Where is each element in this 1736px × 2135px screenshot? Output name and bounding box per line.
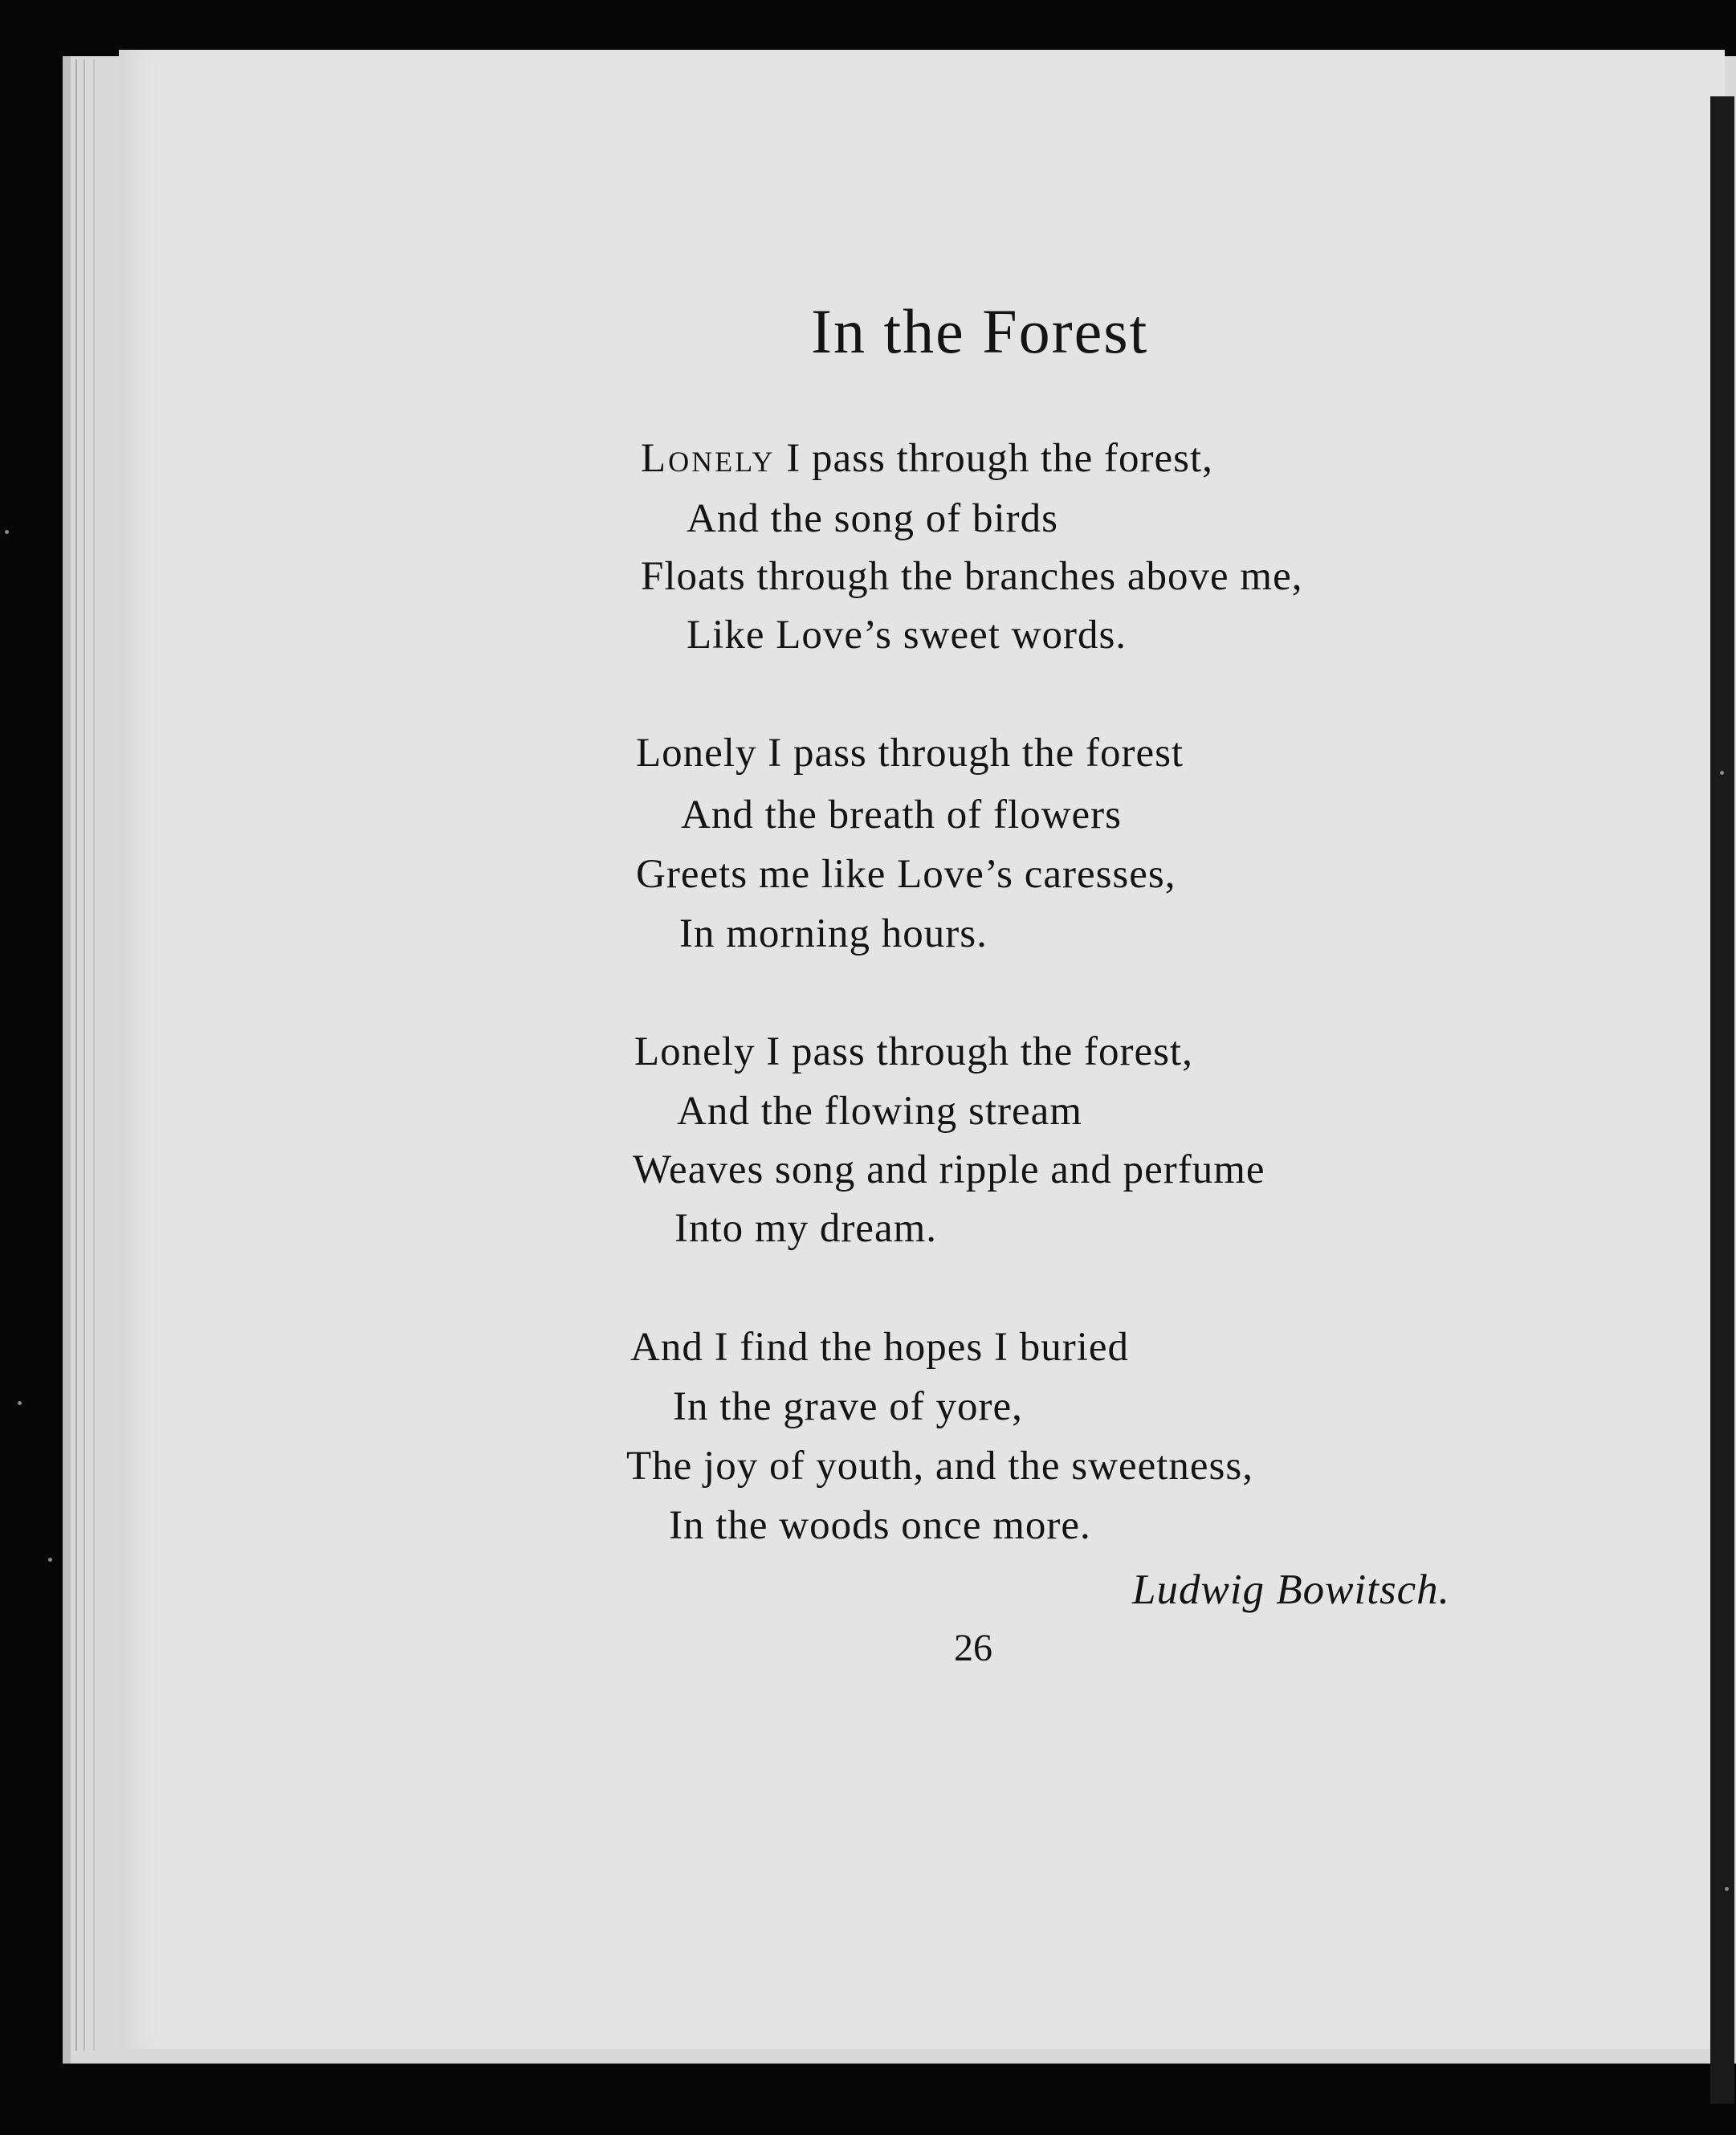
poem-line-rest: I pass through the forest, <box>775 436 1213 481</box>
poem-line: Into my dream. <box>674 1206 937 1251</box>
poem-line: Floats through the branches above me, <box>641 554 1303 599</box>
poem-line: Weaves song and ripple and perfume <box>633 1147 1265 1192</box>
poem-line: Lonely I pass through the forest <box>636 731 1184 776</box>
author-signature: Ludwig Bowitsch. <box>1132 1567 1450 1613</box>
poem-line: And I find the hopes I buried <box>630 1325 1130 1370</box>
poem-line: The joy of youth, and the sweetness, <box>626 1444 1254 1489</box>
poem-line: In morning hours. <box>679 911 988 956</box>
poem-line: Like Love’s sweet words. <box>687 613 1127 658</box>
page-number: 26 <box>954 1627 992 1669</box>
poem-line <box>641 438 1213 479</box>
poem-line-lead-word: Lonely <box>641 436 776 481</box>
poem-line: Greets me like Love’s caresses, <box>636 852 1176 897</box>
poem-title: In the Forest <box>811 296 1149 366</box>
poem-line: And the flowing stream <box>677 1089 1082 1134</box>
poem-line: And the song of birds <box>687 496 1058 541</box>
poem-line: In the woods once more. <box>669 1503 1091 1548</box>
poem-line: And the breath of flowers <box>681 792 1122 837</box>
poem-line: Lonely I pass through the forest, <box>634 1029 1193 1074</box>
poem-line: In the grave of yore, <box>673 1384 1023 1429</box>
